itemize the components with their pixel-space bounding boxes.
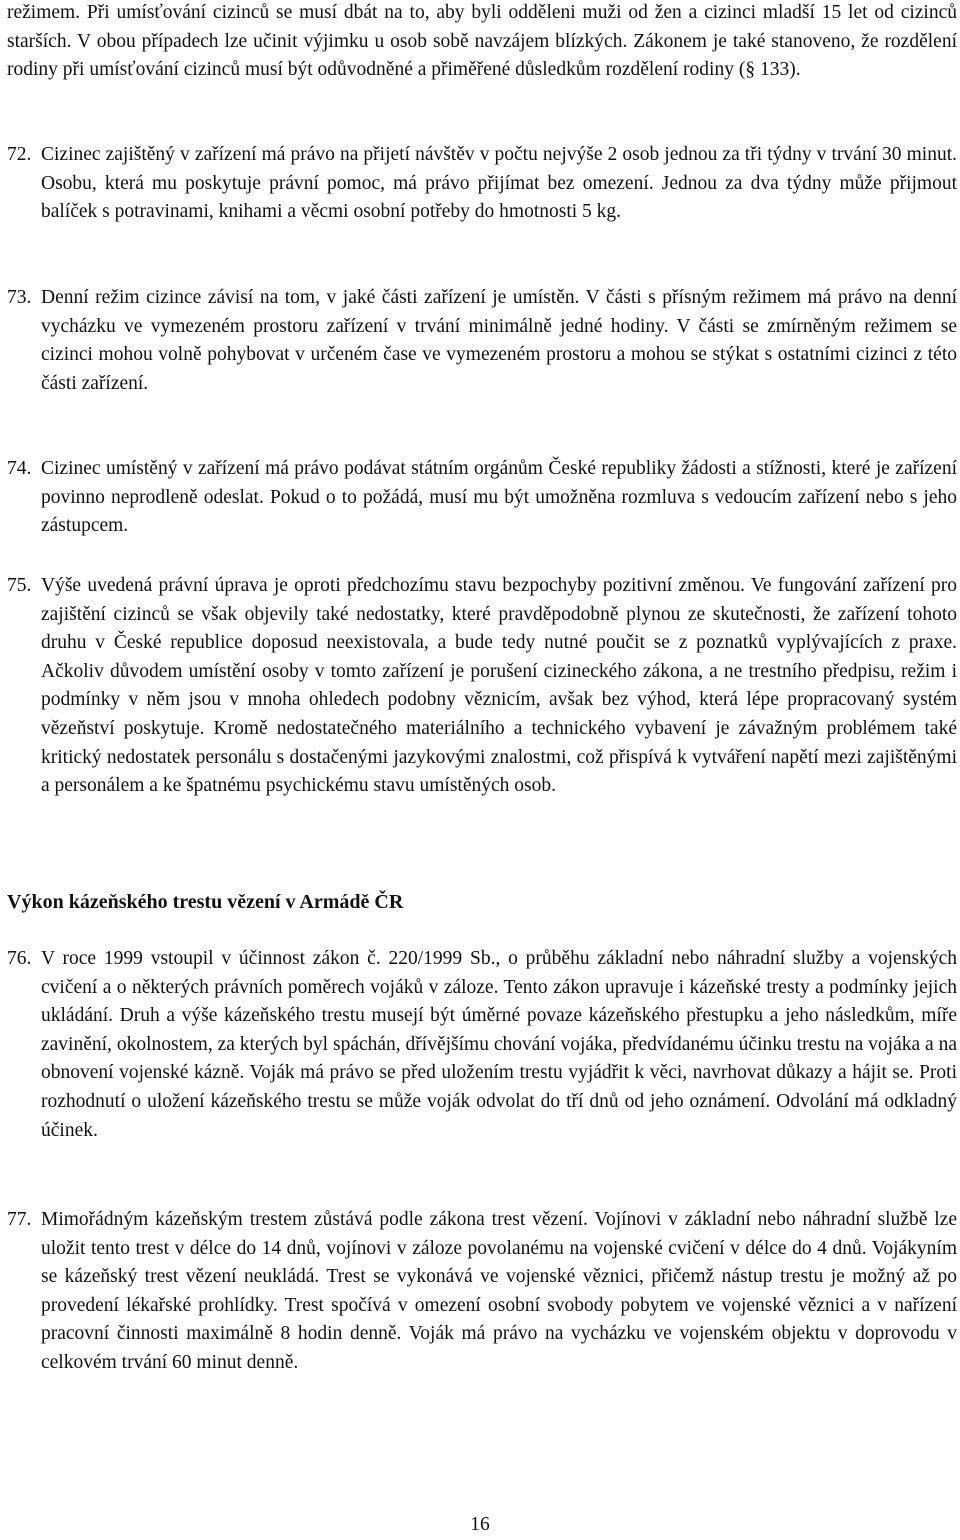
paragraph-75 <box>7 572 957 801</box>
paragraph-text: V roce 1999 vstoupil v účinnost zákon č. 220/1999 Sb., o průběhu základní nebo náhradní služby a vojenských cvičení a o některých právních poměrech vojáků v záloze. Tento zákon upravuje i kázeňské tresty a podmínky jejich ukládání. Druh a výše kázeňského trestu musejí být úměrné povaze kázeňského přestupku a jeho následkům, míře zavinění, okolnostem, za kterých byl spáchán, dřívějšímu chování vojáka, předvídanému účinku trestu na vojáka a na obnovení vojenské kázně. Voják má právo se před uložením trestu vyjádřit k věci, navrhovat důkazy a hájit se. Proti rozhodnutí o uložení kázeňského trestu se může voják odvolat do tří dnů od jeho oznámení. Odvolání má odkladný účinek. <box>41 948 957 1141</box>
section-heading: Výkon kázeňského trestu vězení v Armádě ČR <box>7 891 404 913</box>
paragraph-text: Mimořádným kázeňským trestem zůstává podle zákona trest vězení. Vojínovi v základní nebo náhradní službě lze uložit tento trest v délce do 14 dnů, vojínovi v záloze povolanému na vojenské cvičení v délce do 4 dnů. Vojákyním se kázeňský trest vězení neukládá. Trest se vykonává ve vojenské věznici, přičemž nástup trestu je možný až po provedení lékařské prohlídky. Trest spočívá v omezení osobní svobody pobytem ve vojenské věznici a v nařízení pracovní činnosti maximálně 8 hodin denně. Voják má právo na vycházku ve vojenském objektu v doprovodu v celkovém trvání 60 minut denně. <box>41 1209 957 1373</box>
paragraph-text: Výše uvedená právní úprava je oproti předchozímu stavu bezpochyby pozitivní změnou. Ve fungování zařízení pro zajištění cizinců se však objevily také nedostatky, které pravděpodobně plynou ze skutečnosti, že zařízení tohoto druhu v České republice doposud neexistovala, a bude tedy nutné poučit se z poznatků vyplývajících z praxe. Ačkoliv důvodem umístění osoby v tomto zařízení je porušení cizineckého zákona, a ne trestního předpisu, režim i podmínky v něm jsou v mnoha ohledech podobny věznicím, avšak bez výhod, která lépe propracovaný systém vězeňství poskytuje. Kromě nedostatečného materiálního a technického vybavení je závažným problémem také kritický nedostatek personálu s dostačenými jazykovými znalostmi, což přispívá k vytváření napětí mezi zajištěnými a personálem a ke špatnému psychickému stavu umístěných osob. <box>41 575 957 797</box>
paragraph-text: Cizinec zajištěný v zařízení má právo na přijetí návštěv v počtu nejvýše 2 osob jednou za tři týdny v trvání 30 minut. Osobu, která mu poskytuje právní pomoc, má právo přijímat bez omezení. Jednou za dva týdny může přijmout balíček s potravinami, knihami a věcmi osobní potřeby do hmotnosti 5 kg. <box>41 144 957 223</box>
paragraph-text: Denní režim cizince závisí na tom, v jaké části zařízení je umístěn. V části s přísným režimem má právo na denní vycházku ve vymezeném prostoru zařízení v trvání minimálně jedné hodiny. V části se zmírněným režimem se cizinci mohou volně pohybovat v určeném čase ve vymezeném prostoru a mohou se stýkat s ostatními cizinci z této části zařízení. <box>41 287 957 394</box>
paragraph-number: 73. <box>7 287 32 308</box>
paragraph-76 <box>7 945 957 1145</box>
paragraph-number: 72. <box>7 144 32 165</box>
paragraph-72 <box>7 141 957 227</box>
page-number: 16 <box>470 1514 490 1535</box>
paragraph-number: 74. <box>7 458 32 479</box>
paragraph-73 <box>7 284 957 398</box>
intro-paragraph: režimem. Při umísťování cizinců se musí dbát na to, aby byli odděleni muži od žen a cizinci mladší 15 let od cizinců starších. V obou případech lze učinit výjimku u osob sobě navzájem blízkých. Zákonem je také stanoveno, že rozdělení rodiny při umísťování cizinců musí být odůvodněné a přiměřené důsledkům rozdělení rodiny (§ 133). <box>7 2 957 81</box>
paragraph-74 <box>7 455 957 541</box>
paragraph-text: Cizinec umístěný v zařízení má právo podávat státním orgánům České republiky žádosti a stížnosti, které je zařízení povinno neprodleně odeslat. Pokud o to požádá, musí mu být umožněna rozmluva s vedoucím zařízení nebo s jeho zástupcem. <box>41 458 957 537</box>
paragraph-number: 77. <box>7 1209 32 1230</box>
paragraph-number: 76. <box>7 948 32 969</box>
paragraph-77 <box>7 1206 957 1378</box>
paragraph-number: 75. <box>7 575 32 596</box>
